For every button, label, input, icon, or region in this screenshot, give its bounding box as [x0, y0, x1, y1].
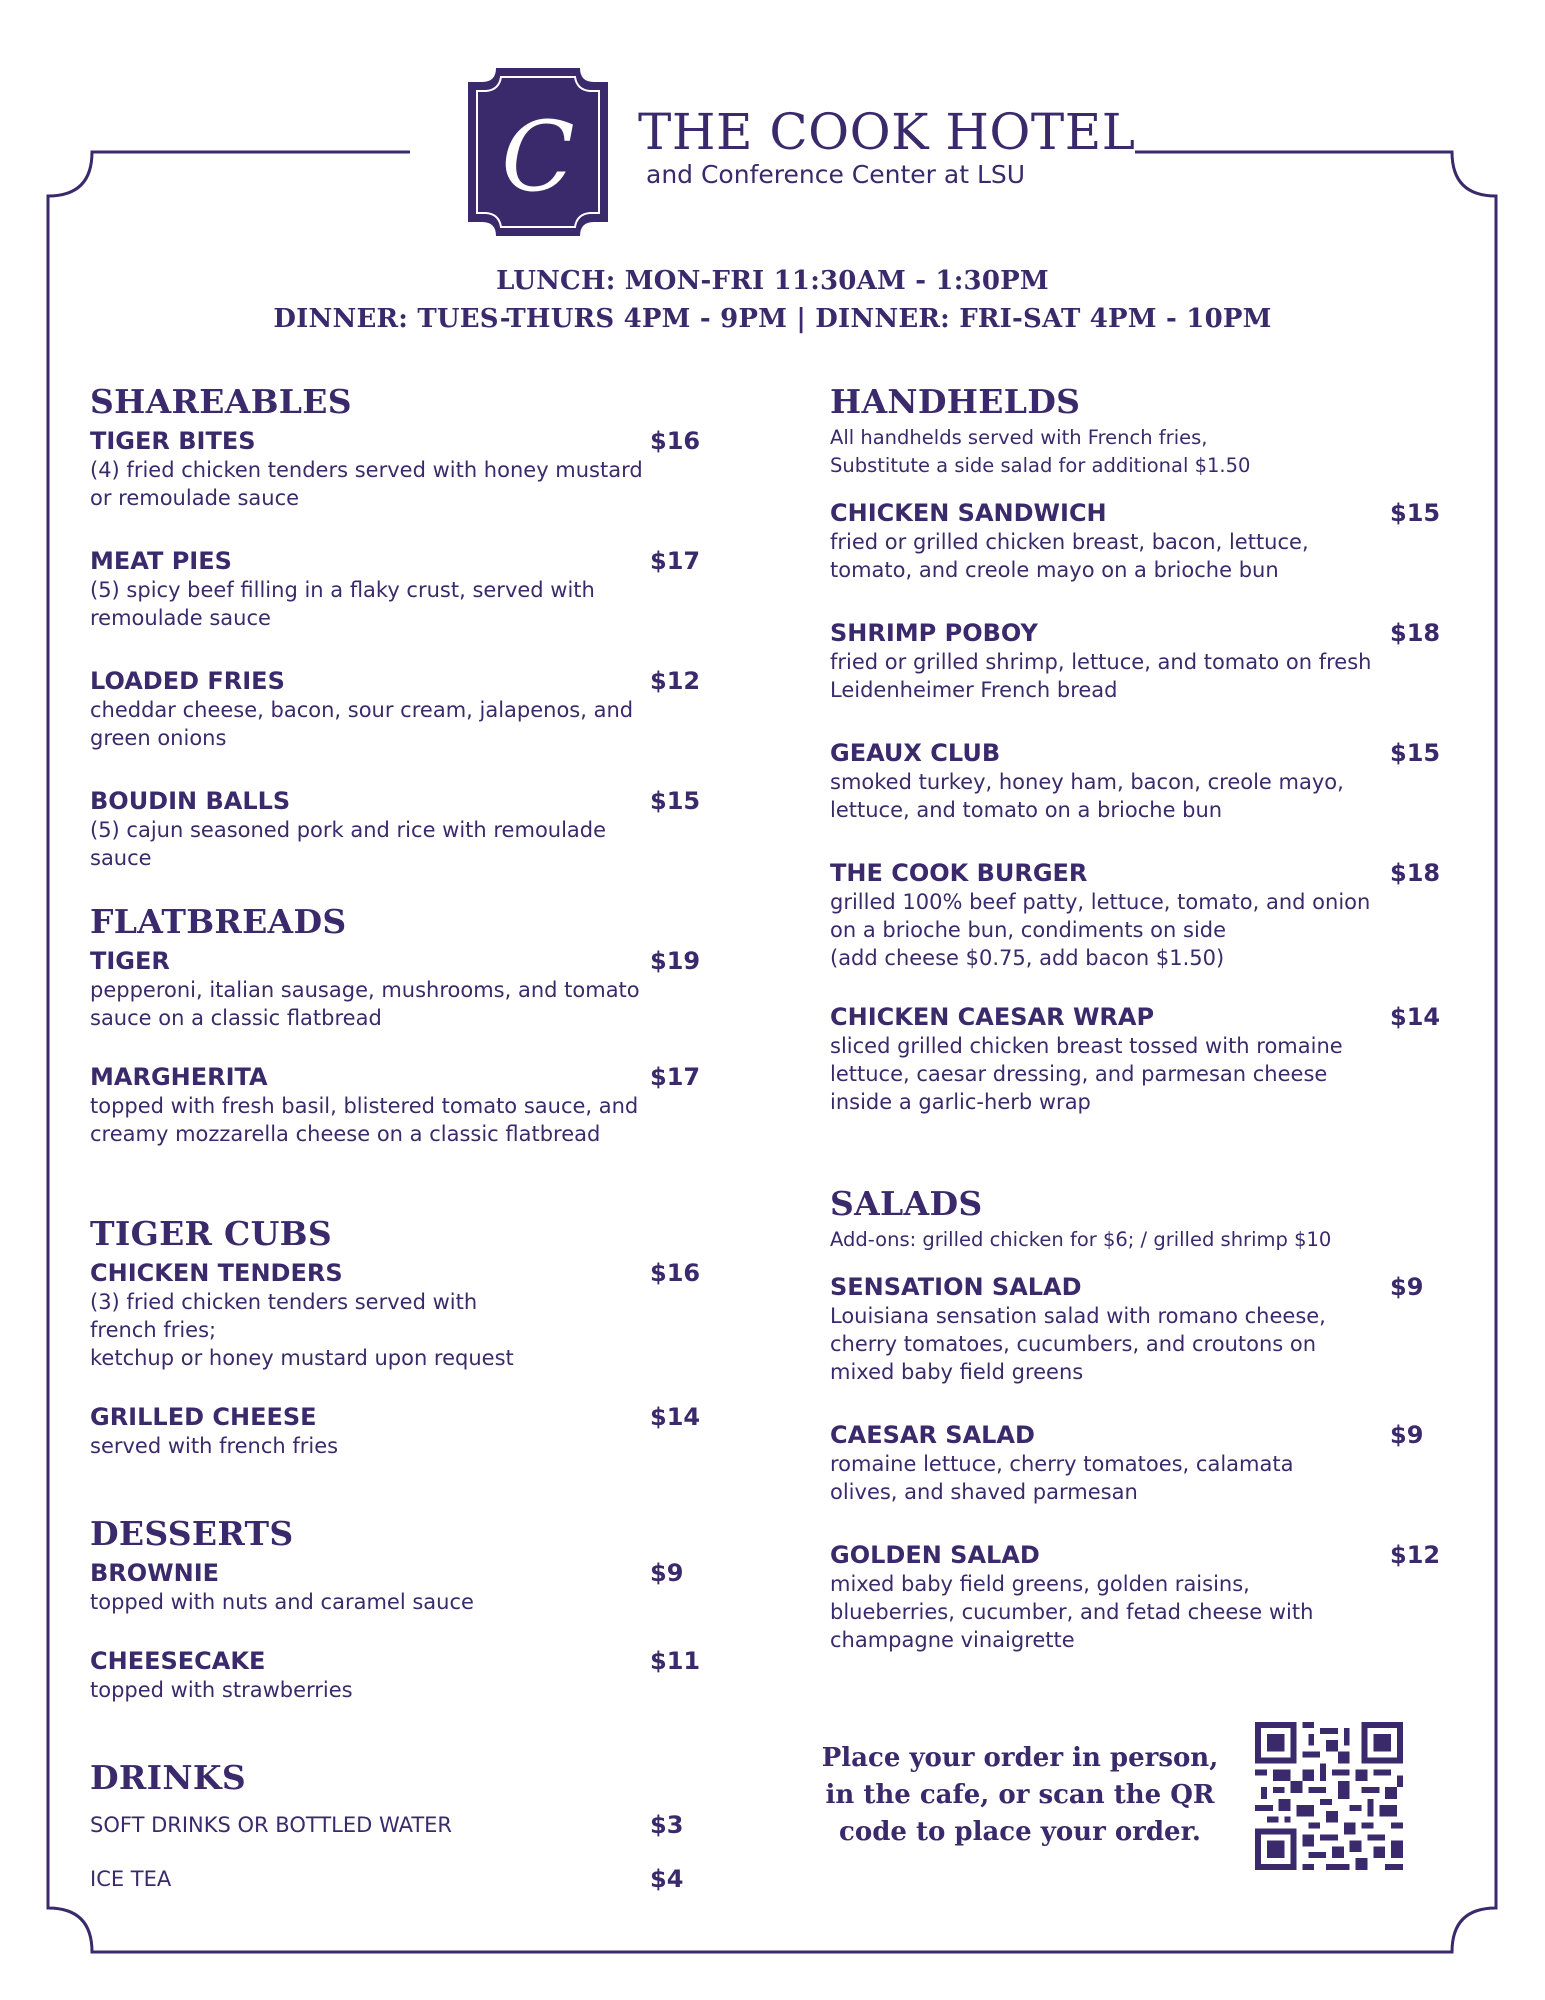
- item-price: $15: [1390, 739, 1441, 767]
- item-description: Louisiana sensation salad with romano cheese, cherry tomatoes, cucumbers, and croutons on mixed baby field greens: [830, 1304, 1326, 1384]
- item-description: fried or grilled chicken breast, bacon, lettuce, tomato, and creole mayo on a brioche bun: [830, 530, 1309, 582]
- section-title: SHAREABLES: [90, 382, 352, 421]
- menu-item: [90, 546, 710, 632]
- menu-item: [830, 738, 1450, 824]
- item-description: topped with strawberries: [90, 1678, 353, 1702]
- item-name: THE COOK BURGER: [830, 859, 1088, 887]
- item-price: $4: [650, 1865, 684, 1893]
- item-name: CAESAR SALAD: [830, 1421, 1035, 1449]
- menu-item: [90, 1258, 710, 1372]
- menu-item: [90, 786, 710, 872]
- item-description: fried or grilled shrimp, lettuce, and tomato on fresh Leidenheimer French bread: [830, 650, 1372, 702]
- item-name: TIGER BITES: [90, 427, 256, 455]
- item-price: $17: [650, 1063, 701, 1091]
- item-name: BOUDIN BALLS: [90, 787, 291, 815]
- section-flatbreads: [90, 900, 710, 1148]
- menu-item: [90, 1864, 710, 1894]
- item-description: (4) fried chicken tenders served with honey mustard or remoulade sauce: [90, 458, 643, 510]
- hotel-logo-badge: [468, 68, 608, 236]
- item-price: $14: [650, 1403, 701, 1431]
- brand-block: [638, 103, 1136, 190]
- section-note: All handhelds served with French fries,: [830, 426, 1208, 449]
- item-description: pepperoni, italian sausage, mushrooms, and tomato sauce on a classic flatbread: [90, 978, 640, 1030]
- item-name: CHEESECAKE: [90, 1647, 266, 1675]
- item-description: cheddar cheese, bacon, sour cream, jalapenos, and green onions: [90, 698, 634, 750]
- lunch-hours: LUNCH: MON-FRI 11:30AM - 1:30PM: [496, 266, 1049, 296]
- order-line: in the cafe, or scan the QR: [825, 1780, 1215, 1810]
- section-desserts: [90, 1512, 710, 1704]
- item-name: TIGER: [90, 947, 170, 975]
- item-name: CHICKEN TENDERS: [90, 1259, 343, 1287]
- section-shareables: [90, 380, 710, 872]
- item-name: GRILLED CHEESE: [90, 1403, 317, 1431]
- menu-item: [830, 498, 1450, 584]
- menu-item: [90, 666, 710, 752]
- item-price: $15: [650, 787, 701, 815]
- section-salads: [830, 1182, 1450, 1654]
- hotel-name: THE COOK HOTEL: [638, 103, 1136, 161]
- item-price: $12: [1390, 1541, 1441, 1569]
- qr-code-icon[interactable]: [1255, 1722, 1403, 1870]
- section-tiger-cubs: [90, 1212, 710, 1460]
- item-description: romaine lettuce, cherry tomatoes, calamata olives, and shaved parmesan: [830, 1452, 1294, 1504]
- item-name: SHRIMP POBOY: [830, 619, 1038, 647]
- section-handhelds: [830, 380, 1450, 1116]
- hotel-subtitle: and Conference Center at LSU: [646, 160, 1026, 189]
- item-description: (3) fried chicken tenders served with french fries;: [90, 1290, 478, 1342]
- menu-item: [830, 858, 1450, 972]
- item-price: $9: [1390, 1273, 1424, 1301]
- item-name: BROWNIE: [90, 1559, 220, 1587]
- item-price: $12: [650, 667, 701, 695]
- item-price: $3: [650, 1811, 684, 1839]
- order-line: Place your order in person,: [821, 1743, 1219, 1773]
- item-description: topped with fresh basil, blistered tomato sauce, and creamy mozzarella cheese on a classic flatbread: [90, 1094, 639, 1146]
- item-price: $19: [650, 947, 701, 975]
- menu-item: [90, 1810, 710, 1840]
- item-name: LOADED FRIES: [90, 667, 285, 695]
- section-note: Substitute a side salad for additional $1.50: [830, 454, 1251, 477]
- menu-item: [830, 1420, 1450, 1506]
- order-line: code to place your order.: [839, 1817, 1201, 1847]
- item-price: $9: [650, 1559, 684, 1587]
- menu-item: [90, 1062, 710, 1148]
- item-price: $18: [1390, 619, 1441, 647]
- section-title: TIGER CUBS: [90, 1214, 333, 1253]
- item-name: GOLDEN SALAD: [830, 1541, 1040, 1569]
- item-description: mixed baby field greens, golden raisins, blueberries, cucumber, and fetad cheese with champagne vinaigrette: [830, 1572, 1314, 1652]
- item-description-extra: ketchup or honey mustard upon request: [90, 1346, 514, 1370]
- item-name: SENSATION SALAD: [830, 1273, 1082, 1301]
- item-name: CHICKEN SANDWICH: [830, 499, 1107, 527]
- service-hours: [0, 262, 1545, 338]
- section-note: Add-ons: grilled chicken for $6; / grilled shrimp $10: [830, 1228, 1332, 1251]
- item-name: SOFT DRINKS OR BOTTLED WATER: [90, 1813, 453, 1837]
- item-name: ICE TEA: [90, 1867, 172, 1891]
- item-description: smoked turkey, honey ham, bacon, creole mayo, lettuce, and tomato on a brioche bun: [830, 770, 1344, 822]
- item-price: $18: [1390, 859, 1441, 887]
- item-name: CHICKEN CAESAR WRAP: [830, 1003, 1155, 1031]
- item-price: $14: [1390, 1003, 1441, 1031]
- menu-item: [830, 1540, 1450, 1654]
- section-drinks: [90, 1756, 710, 1894]
- section-title: FLATBREADS: [90, 902, 347, 941]
- item-description: (5) spicy beef filling in a flaky crust, served with remoulade sauce: [90, 578, 595, 630]
- item-price: $11: [650, 1647, 701, 1675]
- item-description-extra: (add cheese $0.75, add bacon $1.50): [830, 946, 1225, 970]
- item-price: $9: [1390, 1421, 1424, 1449]
- menu-item: [830, 1002, 1450, 1116]
- item-name: MEAT PIES: [90, 547, 232, 575]
- item-description: topped with nuts and caramel sauce: [90, 1590, 474, 1614]
- item-description: (5) cajun seasoned pork and rice with remoulade sauce: [90, 818, 607, 870]
- menu-item: [90, 946, 710, 1032]
- menu-item: [90, 1558, 710, 1616]
- menu-item: [830, 618, 1450, 704]
- section-title: SALADS: [830, 1184, 983, 1223]
- item-price: $15: [1390, 499, 1441, 527]
- section-title: DESSERTS: [90, 1514, 294, 1553]
- item-description: served with french fries: [90, 1434, 339, 1458]
- item-price: $17: [650, 547, 701, 575]
- menu-item: [830, 1272, 1450, 1386]
- section-title: HANDHELDS: [830, 382, 1081, 421]
- item-name: GEAUX CLUB: [830, 739, 1001, 767]
- dinner-hours: DINNER: TUES-THURS 4PM - 9PM | DINNER: FRI-SAT 4PM - 10PM: [273, 304, 1272, 334]
- item-price: $16: [650, 427, 701, 455]
- section-title: DRINKS: [90, 1758, 246, 1797]
- item-price: $16: [650, 1259, 701, 1287]
- logo-letter: C: [501, 101, 575, 213]
- menu-item: [90, 426, 710, 512]
- item-description: sliced grilled chicken breast tossed with romaine lettuce, caesar dressing, and parmesan cheese inside a garlic-herb wrap: [830, 1034, 1343, 1114]
- order-instructions: [820, 1740, 1220, 1851]
- menu-item: [90, 1402, 710, 1460]
- item-description: grilled 100% beef patty, lettuce, tomato, and onion on a brioche bun, condiments on side: [830, 890, 1371, 942]
- menu-item: [90, 1646, 710, 1704]
- item-name: MARGHERITA: [90, 1063, 268, 1091]
